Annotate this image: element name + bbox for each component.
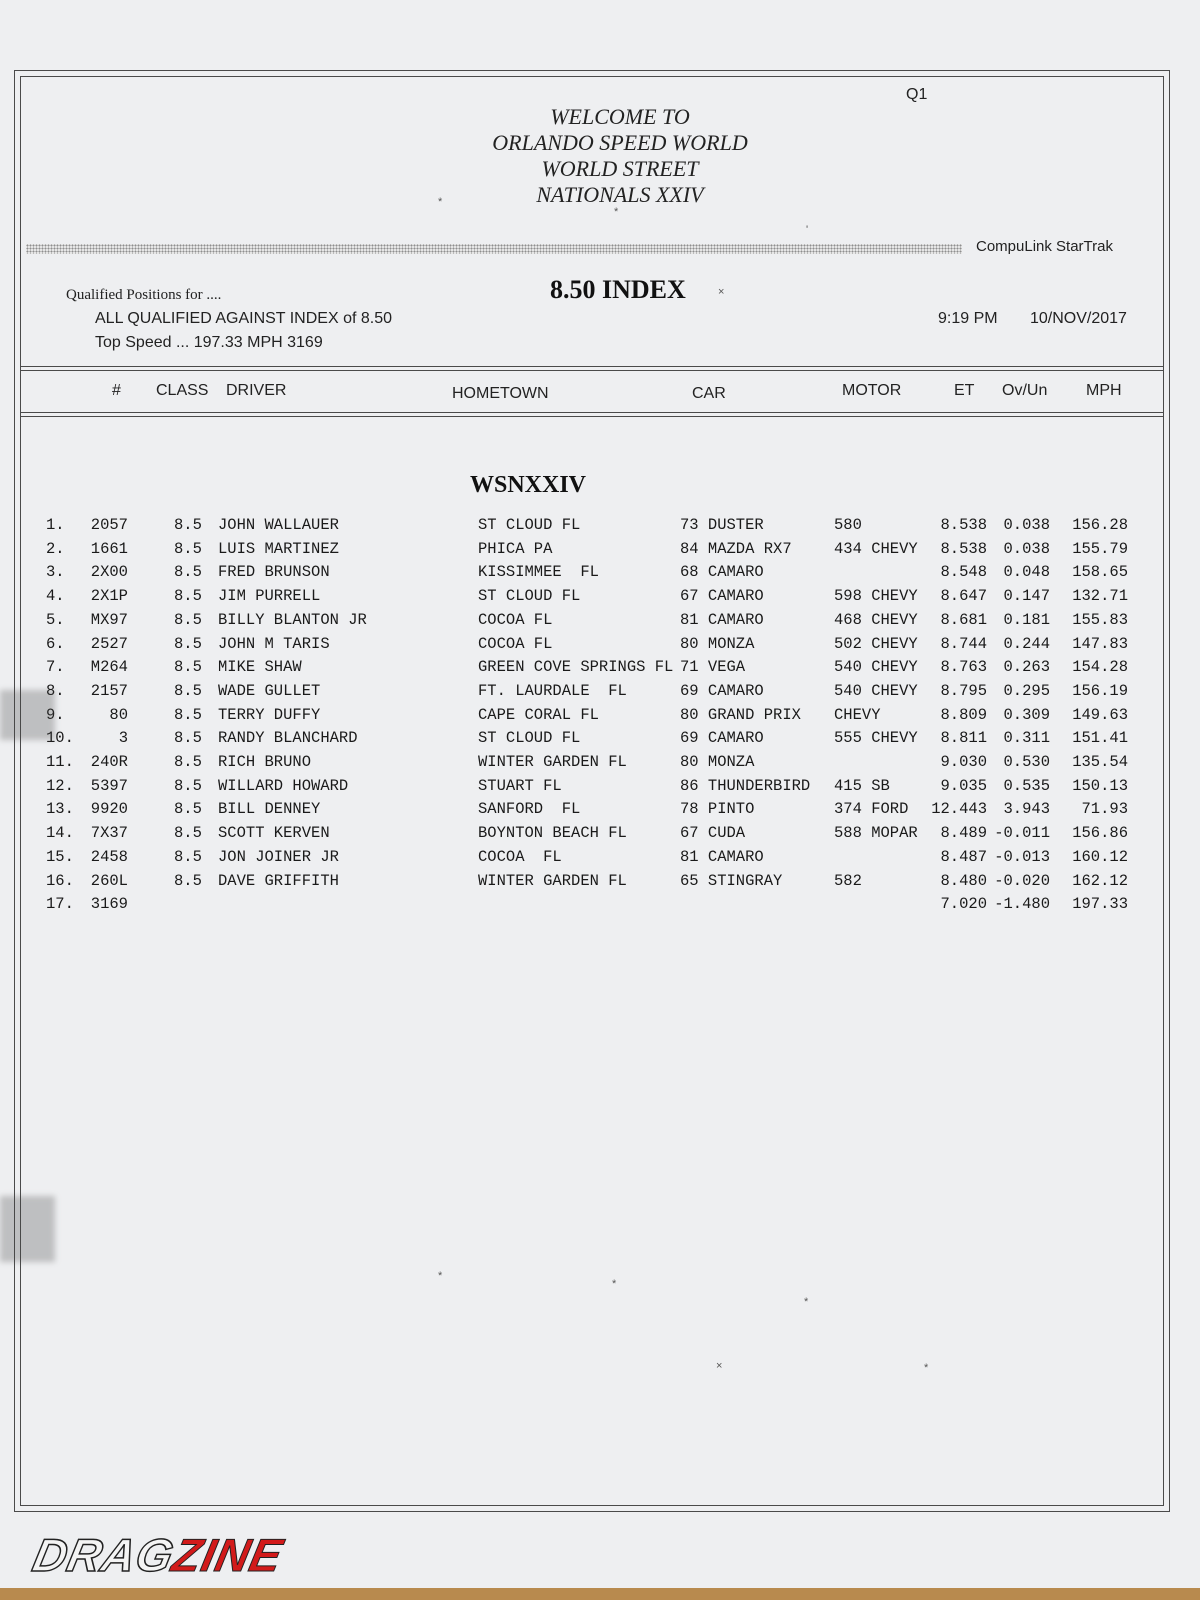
cell-driver: DAVE GRIFFITH: [218, 871, 339, 890]
cell-mph: 160.12: [1072, 847, 1128, 866]
table-row: [0, 540, 1200, 562]
cell-over-under: 0.038: [1003, 539, 1050, 558]
table-row: [0, 800, 1200, 822]
cell-hometown: ST CLOUD FL: [478, 729, 581, 748]
cell-et: 9.030: [940, 753, 987, 771]
cell-class: 8.5: [174, 776, 202, 795]
cell-driver: SCOTT KERVEN: [218, 824, 330, 843]
cell-over-under: 0.147: [1003, 587, 1050, 606]
section-title: WSNXXIV: [470, 472, 587, 498]
cell-mph: 150.13: [1072, 776, 1128, 795]
cell-car: 73 DUSTER: [680, 516, 764, 534]
cell-driver: BILLY BLANTON JR: [218, 610, 367, 629]
cell-over-under: 0.311: [1003, 729, 1050, 748]
scan-smudge: [0, 1196, 55, 1262]
cell-position: 11.: [46, 753, 74, 771]
cell-motor: 468 CHEVY: [834, 610, 918, 629]
cell-position: 14.: [46, 824, 74, 843]
cell-et: 8.744: [940, 634, 987, 653]
cell-mph: 135.54: [1072, 753, 1128, 771]
col-header-num: #: [112, 382, 121, 399]
cell-position: 15.: [46, 847, 74, 866]
cell-position: 17.: [46, 895, 74, 914]
cell-car-number: 2057: [90, 516, 128, 534]
all-qualified-line: ALL QUALIFIED AGAINST INDEX of 8.50: [95, 310, 393, 327]
cell-position: 5.: [46, 610, 65, 629]
cell-car-number: 240R: [90, 753, 128, 771]
cell-car-number: 5397: [90, 776, 128, 795]
cell-hometown: SANFORD FL: [478, 800, 581, 819]
cell-hometown: KISSIMMEE FL: [478, 563, 599, 582]
table-row: [0, 682, 1200, 704]
cell-car: 69 CAMARO: [680, 681, 764, 700]
col-header-class: CLASS: [156, 382, 209, 399]
page-code: Q1: [906, 86, 928, 103]
cell-car: 80 MONZA: [680, 753, 755, 771]
cell-car-number: MX97: [90, 610, 128, 629]
cell-car: 69 CAMARO: [680, 729, 764, 748]
cell-driver: WADE GULLET: [218, 681, 321, 700]
cell-class: 8.5: [174, 516, 202, 534]
cell-class: 8.5: [174, 681, 202, 700]
cell-class: 8.5: [174, 587, 202, 606]
col-header-car: CAR: [692, 385, 726, 402]
cell-car-number: M264: [90, 658, 128, 677]
report-time: 9:19 PM: [938, 310, 998, 327]
index-title: 8.50 INDEX: [550, 275, 686, 304]
cell-motor: CHEVY: [834, 705, 881, 724]
cell-position: 2.: [46, 539, 65, 558]
cell-position: 12.: [46, 776, 74, 795]
table-row: [0, 753, 1200, 775]
cell-over-under: 0.244: [1003, 634, 1050, 653]
cell-over-under: 0.309: [1003, 705, 1050, 724]
welcome-line: ORLANDO SPEED WORLD: [492, 130, 748, 155]
cell-car-number: 2X00: [90, 563, 128, 582]
cell-et: 7.020: [940, 895, 987, 914]
logo-text-drag: DRAG: [28, 1529, 179, 1581]
table-row: [0, 587, 1200, 609]
cell-car-number: 3169: [90, 895, 128, 914]
cell-position: 10.: [46, 729, 74, 748]
divider-line: [20, 412, 1164, 413]
cell-car-number: 9920: [90, 800, 128, 819]
divider-line: [20, 370, 1164, 371]
cell-motor: 540 CHEVY: [834, 658, 918, 677]
cell-driver: JON JOINER JR: [218, 847, 339, 866]
welcome-line: WELCOME TO: [550, 104, 690, 129]
cell-over-under: -1.480: [994, 895, 1050, 914]
cell-hometown: WINTER GARDEN FL: [478, 871, 627, 890]
cell-position: 9.: [46, 705, 65, 724]
cell-mph: 158.65: [1072, 563, 1128, 582]
table-row: [0, 706, 1200, 728]
cell-car: 67 CUDA: [680, 824, 746, 843]
cell-mph: 156.86: [1072, 824, 1128, 843]
cell-over-under: 0.295: [1003, 681, 1050, 700]
cell-car: 71 VEGA: [680, 658, 746, 677]
cell-car-number: 80: [109, 705, 128, 724]
dotted-separator: [26, 244, 962, 254]
qualified-for-label: Qualified Positions for ....: [66, 287, 222, 303]
cell-class: 8.5: [174, 634, 202, 653]
divider-line: [20, 366, 1164, 367]
cell-motor: 415 SB: [834, 776, 890, 795]
cell-et: 8.763: [940, 658, 987, 677]
cell-et: 8.548: [940, 563, 987, 582]
cell-et: 8.795: [940, 681, 987, 700]
cell-mph: 151.41: [1072, 729, 1128, 748]
cell-driver: RICH BRUNO: [218, 753, 312, 771]
col-header-motor: MOTOR: [842, 382, 902, 399]
cell-et: 8.681: [940, 610, 987, 629]
cell-over-under: 3.943: [1003, 800, 1050, 819]
cell-driver: WILLARD HOWARD: [218, 776, 349, 795]
welcome-line: NATIONALS XXIV: [536, 182, 704, 207]
cell-motor: 374 FORD: [834, 800, 909, 819]
cell-over-under: -0.013: [994, 847, 1050, 866]
cell-car: 81 CAMARO: [680, 610, 764, 629]
cell-class: 8.5: [174, 610, 202, 629]
top-speed-line: Top Speed ... 197.33 MPH 3169: [95, 334, 323, 351]
table-row: [0, 895, 1200, 917]
cell-over-under: -0.020: [994, 871, 1050, 890]
col-header-mph: MPH: [1086, 382, 1122, 399]
cell-class: 8.5: [174, 705, 202, 724]
table-row: [0, 563, 1200, 585]
cell-class: 8.5: [174, 800, 202, 819]
cell-hometown: BOYNTON BEACH FL: [478, 824, 627, 843]
cell-position: 3.: [46, 563, 65, 582]
cell-et: 8.647: [940, 587, 987, 606]
cell-car: 68 CAMARO: [680, 563, 764, 582]
print-speck: ×: [718, 286, 725, 298]
print-speck: ×: [716, 1360, 723, 1372]
cell-position: 13.: [46, 800, 74, 819]
cell-car: 81 CAMARO: [680, 847, 764, 866]
cell-mph: 155.79: [1072, 539, 1128, 558]
print-speck: *: [614, 206, 619, 218]
cell-mph: 155.83: [1072, 610, 1128, 629]
cell-car-number: 2458: [90, 847, 128, 866]
cell-car-number: 260L: [90, 871, 128, 890]
cell-class: 8.5: [174, 539, 202, 558]
cell-class: 8.5: [174, 753, 202, 771]
cell-car: 65 STINGRAY: [680, 871, 783, 890]
cell-class: 8.5: [174, 729, 202, 748]
print-speck: *: [612, 1278, 617, 1290]
table-row: [0, 658, 1200, 680]
print-speck: *: [924, 1362, 929, 1374]
cell-et: 8.538: [940, 539, 987, 558]
print-speck: *: [438, 196, 443, 208]
cell-car-number: 3: [118, 729, 128, 748]
col-header-et: ET: [954, 382, 975, 399]
cell-position: 6.: [46, 634, 65, 653]
cell-motor: 582: [834, 871, 862, 890]
cell-mph: 147.83: [1072, 634, 1128, 653]
cell-car: 84 MAZDA RX7: [680, 539, 792, 558]
table-row: [0, 824, 1200, 846]
cell-over-under: 0.038: [1003, 516, 1050, 534]
cell-driver: JOHN WALLAUER: [218, 516, 339, 534]
cell-mph: 156.28: [1072, 516, 1128, 534]
dragzine-logo: [28, 1529, 288, 1581]
cell-et: 8.538: [940, 516, 987, 534]
cell-driver: BILL DENNEY: [218, 800, 321, 819]
cell-hometown: WINTER GARDEN FL: [478, 753, 627, 771]
col-header-hometown: HOMETOWN: [452, 385, 549, 402]
cell-over-under: 0.048: [1003, 563, 1050, 582]
cell-position: 4.: [46, 587, 65, 606]
table-row: [0, 729, 1200, 751]
cell-driver: TERRY DUFFY: [218, 705, 321, 724]
table-row: [0, 635, 1200, 657]
table-row: [0, 872, 1200, 894]
cell-mph: 156.19: [1072, 681, 1128, 700]
cell-class: 8.5: [174, 824, 202, 843]
cell-et: 8.487: [940, 847, 987, 866]
cell-hometown: STUART FL: [478, 776, 562, 795]
event-title: [420, 104, 820, 208]
cell-car-number: 7X37: [90, 824, 128, 843]
cell-motor: 580: [834, 516, 862, 534]
logo-text-zine: ZINE: [167, 1529, 288, 1581]
cell-class: 8.5: [174, 871, 202, 890]
cell-motor: 555 CHEVY: [834, 729, 918, 748]
report-date: 10/NOV/2017: [1030, 310, 1127, 327]
cell-hometown: CAPE CORAL FL: [478, 705, 599, 724]
cell-mph: 154.28: [1072, 658, 1128, 677]
cell-over-under: 0.530: [1003, 753, 1050, 771]
welcome-line: WORLD STREET: [541, 156, 699, 181]
table-row: [0, 611, 1200, 633]
cell-car-number: 2527: [90, 634, 128, 653]
cell-et: 8.480: [940, 871, 987, 890]
cell-position: 16.: [46, 871, 74, 890]
cell-over-under: 0.263: [1003, 658, 1050, 677]
cell-driver: LUIS MARTINEZ: [218, 539, 339, 558]
print-speck: ': [806, 224, 809, 236]
table-row: [0, 516, 1200, 538]
cell-car: 86 THUNDERBIRD: [680, 776, 811, 795]
col-header-driver: DRIVER: [226, 382, 287, 399]
cell-et: 8.809: [940, 705, 987, 724]
cell-hometown: PHICA PA: [478, 539, 553, 558]
cell-position: 7.: [46, 658, 65, 677]
cell-et: 8.811: [940, 729, 987, 748]
cell-class: 8.5: [174, 847, 202, 866]
divider-line: [20, 416, 1164, 417]
cell-car: 80 MONZA: [680, 634, 755, 653]
print-speck: *: [438, 1270, 443, 1282]
cell-hometown: ST CLOUD FL: [478, 516, 581, 534]
cell-hometown: COCOA FL: [478, 634, 553, 653]
cell-over-under: -0.011: [994, 824, 1050, 843]
cell-car: 80 GRAND PRIX: [680, 705, 801, 724]
cell-hometown: COCOA FL: [478, 610, 553, 629]
table-row: [0, 777, 1200, 799]
cell-hometown: GREEN COVE SPRINGS FL: [478, 658, 674, 677]
cell-mph: 162.12: [1072, 871, 1128, 890]
cell-et: 9.035: [940, 776, 987, 795]
cell-car: 78 PINTO: [680, 800, 755, 819]
cell-et: 8.489: [940, 824, 987, 843]
cell-car-number: 1661: [90, 539, 128, 558]
cell-class: 8.5: [174, 563, 202, 582]
cell-et: 12.443: [931, 800, 987, 819]
cell-motor: 588 MOPAR: [834, 824, 918, 843]
col-header-ovun: Ov/Un: [1002, 382, 1048, 399]
scan-smudge: [0, 690, 55, 740]
cell-driver: JOHN M TARIS: [218, 634, 330, 653]
cell-hometown: COCOA FL: [478, 847, 562, 866]
cell-motor: 502 CHEVY: [834, 634, 918, 653]
cell-mph: 149.63: [1072, 705, 1128, 724]
table-row: [0, 848, 1200, 870]
cell-position: 8.: [46, 681, 65, 700]
cell-class: 8.5: [174, 658, 202, 677]
cell-motor: 540 CHEVY: [834, 681, 918, 700]
cell-over-under: 0.535: [1003, 776, 1050, 795]
cell-motor: 434 CHEVY: [834, 539, 918, 558]
cell-mph: 71.93: [1081, 800, 1128, 819]
cell-car: 67 CAMARO: [680, 587, 764, 606]
cell-motor: 598 CHEVY: [834, 587, 918, 606]
cell-car-number: 2157: [90, 681, 128, 700]
cell-over-under: 0.181: [1003, 610, 1050, 629]
system-name: CompuLink StarTrak: [976, 238, 1113, 255]
print-speck: *: [804, 1296, 809, 1308]
cell-driver: MIKE SHAW: [218, 658, 302, 677]
cell-car-number: 2X1P: [90, 587, 128, 606]
cell-position: 1.: [46, 516, 65, 534]
cell-mph: 197.33: [1072, 895, 1128, 914]
cell-mph: 132.71: [1072, 587, 1128, 606]
cell-driver: JIM PURRELL: [218, 587, 321, 606]
cell-driver: FRED BRUNSON: [218, 563, 330, 582]
cell-driver: RANDY BLANCHARD: [218, 729, 358, 748]
cell-hometown: ST CLOUD FL: [478, 587, 581, 606]
cell-hometown: FT. LAURDALE FL: [478, 681, 627, 700]
